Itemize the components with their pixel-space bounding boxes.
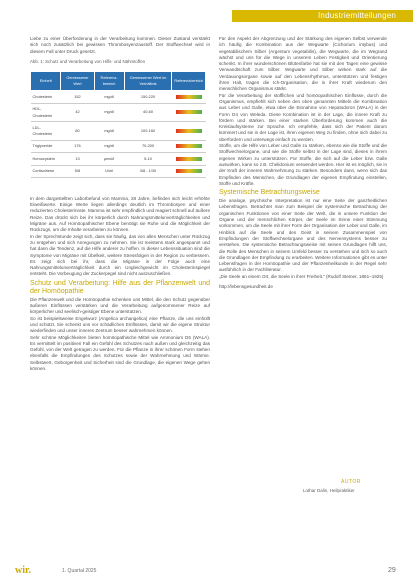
section-heading: Schutz und Verarbeitung: Hilfe aus der Pflanzenwelt und der Homöopathie [30, 279, 210, 295]
range-bar [176, 157, 202, 161]
magazine-logo: wir. [15, 565, 32, 576]
table-cell: Triglyceride [31, 140, 61, 152]
paragraph: In der Sprechstunde zeigt sich, dass sie häufig, das von allen Menschen unter Rückzug zu entgehen und sich Anregungen zu nehmen. Sie ist meistens stark angespannt und hat dann die Tendenz, auf die Hilfe anderer zu hoffen. In dieser Lebenssituation sind die Symptome von Migräne mit Übelkeit, weitere Stressfolgen in der Region zu verbessern. Es zeigt sich bei ihr, dass die Migräne in der Folge auch eine Nahrungsmittelunverträglichkeit durch ein Ungleichgewicht im Cholesterinspiegel entsteht. Die Vorbeugung der Zuckerpegel sind nicht auszuschließen. [30, 233, 210, 277]
paragraph: Die Pflanzenwelt und die Homöopathie schenken uns Mittel, die den Schutz gegenüber äußeren Einflüssen verstärken und die Verarbeitung aufgenommener Reize auf körperlicher und seelisch-geistiger Ebene unterstützen. [30, 296, 210, 315]
table-row [31, 122, 206, 141]
table-cell: 70-200 [124, 140, 172, 152]
issue-label: 1. Quartal 2025 [62, 568, 97, 574]
paragraph: In dem dargestellten Laborbefund von Mamma, 28 Jahre, befinden sich leicht erhöhte Eiweißwerte. Einige Werte liegen allerdings deutlich im Thrombosyen und einer reduzierten Cholesterinrate. Mamma ist sehr empfindlich und reagiert schnell auf äußere Reize. Das drückt sich bei ihr körperlich durch Nahrungsmittelunverträglichkeiten und Migräne aus. Auf Homöopathischer Ebene benötigt sie Ruhe und die Möglichkeit der Rückzugs, um die Inhalte verarbeiten zu können. [30, 195, 211, 233]
right-column [219, 36, 387, 290]
author-label: AUTOR [341, 479, 361, 485]
quote: „Die Seele an einem Ort, die Seele in ihrer Freiheit.“ (Rudolf Steiner, 1861–1925) [219, 273, 384, 279]
section-title: Industriemitteilungen [318, 11, 397, 20]
table-cell: mg/dl [94, 91, 124, 103]
indicator-cell [172, 140, 206, 152]
table-cell: HDL-Cholesterin [31, 103, 61, 122]
paragraph: Stoffe, um die Hilfe von Leber und Galle zu stärken, ebenso wie die Stoffe und die Stoffwechselorgane, und wie die Stoffe selbst in der Lage sind, dieses in ihrem eigenen Wirken zu unterstützen. Für Stoffe, die sich auf die Leber bzw. Galle auswirken, kann so z.B. Chelidonium verwendet werden. Hier ist es möglich, sie in der Kraft der inneren Wahrnehmung zu stärken. Besonders dann, wenn sich das Empfinden des Menschen, die Grundlagen der eigenen Empfindung einstellen, Stoffe und Kräfte. [219, 143, 387, 186]
table-cell: 100-160 [124, 122, 172, 141]
col-header: Gemessener Wert im Verhältnis [124, 71, 172, 91]
table-cell: Cortisolriese [31, 165, 61, 177]
section-heading: Systemische Betrachtungsweise [219, 189, 320, 197]
paragraph: Für den Aspekt der Abgrenzung und der Stärkung des eigenen Selbst verwende ich häufig die Kombination aus der Wegwarte (Cichorium intybus) und vegetabilischem Silber (Argentum vegetabilis), die Wegwarte, die im Wegrand wächst und uns für die Wege in unserem Leben Festigkeit und Orientierung schenkt. In ihrer wunderschönen Blütenfarbe hat sie mit den Tagen eine gewisse Verwandtschaft zum Silber. Wegwarte und Silber wirken stark auf die Verdauungsorgane sowie auf den Lebensrhythmus, unterstützen und festigen ihren Halt, tragen die Ich-Organisation, die in ihrer Kraft wiederum den menschlichen Organismus stärkt. [219, 36, 387, 92]
table-cell: 5/8 [61, 165, 94, 177]
table-cell: mg/dl [94, 122, 124, 141]
page-number: 29 [388, 567, 396, 574]
table-row [31, 103, 206, 122]
col-header: Einheit [31, 71, 61, 91]
table-row [31, 91, 206, 103]
table-cell: 5-10 [124, 153, 172, 165]
col-header: Referenzbereich [172, 71, 206, 91]
indicator-cell [172, 165, 206, 177]
table-row [31, 165, 206, 177]
table-cell: 42 [61, 103, 94, 122]
lab-results-table [30, 71, 206, 178]
col-header: Referenz-bereich [94, 71, 124, 91]
range-bar [176, 144, 202, 148]
intro-paragraph: Liebe zu einer Überforderung in der Verarbeitung kommen. Dieser Zustand verstärkt sich noch zusätzlich bei gewissen Thrombosyenzaustoff. Der Stoffwechsel wird in diesem Fall unter Druck gesetzt. [30, 36, 210, 54]
table-cell: 150-220 [124, 91, 172, 103]
table-caption: Abb. 1: Schutz und Verarbeitung von Hilfs- und Nährstoffen [30, 58, 146, 64]
paragraph: Sehr schöne Möglichkeiten bieten homöopathische Mittel wie Ammonium D6 (WALA). Es vermittelt im positiven Fall ein Gefühl des Schutzes nach außen und gleichzeitig das Gefühl, von der Welt getragen zu werden. Für die Pflanze in ihrer schönen Form stehen ebenfalls die Empfindungen des Schutzes sowie der Wahrnehmung und Wärme. Selbstwert, Geborgenheit und Sicherheit sind die Grundlage, die eigenen Wege gehen können. [30, 334, 210, 371]
range-bar [176, 169, 202, 173]
table-cell: Homocystein [31, 153, 61, 165]
table-cell: 3/8 - 1/30 [124, 165, 172, 177]
col-header: Gemessener Wert [61, 71, 94, 91]
table-cell: Cholesterin [31, 91, 61, 103]
table-row [31, 153, 206, 165]
left-column [30, 36, 210, 372]
author-name: Lothar Dalin, Heilpraktiker [303, 488, 355, 493]
table-cell: LDL-Cholesterin [31, 122, 61, 141]
range-bar [176, 110, 202, 114]
indicator-cell [172, 122, 206, 141]
table-row [31, 140, 206, 152]
paragraph: So ist beispielsweise Engelwurz (Angelica archangelica) eine Pflanze, die uns einhüllt und schützt. Sie schenkt uns vor schädlichen Einflüssen, damit wir die eigene Struktur wiederfinden und unser inneres Zentrum besser wahrnehmen können. [30, 315, 210, 334]
range-bar [176, 95, 202, 99]
table-cell: 40-60 [124, 103, 172, 122]
table-cell: 152 [61, 91, 94, 103]
paragraph: Die analoge, psychische Interpretation ist nur eine Seite der ganzheitlichen Lebensfragen. Betrachtet man zum Beispiel die systemische Betrachtung der organischen Funktionen von einer Seite der Welt, die in unsere Funktion der Organe und der menschlichen Körper, der Seele im Sinne einer Stimmung vorkommen, um die Seele mit ihrer Form der Organisation der Leber und Galle, im Hinblick auf die Seele und den Geist in seinem Zusammenspiel von Empfindungen der Stoffwechselorgane und des Nervensystems besser zu verstehen. Die systemische Betrachtungsweise mit seinen Grundlagen hilft uns, die Rolle des Menschen in seinem Umfeld besser zu verstehen und sich so auch die Grundlagen der Empfindung zu erarbeiten. Weitere Informationen gibt es unter Lebensfragen in der Homöopathie und der Pflanzenheilkunde in der Regel sehr ausführlich in der Fachliteratur. [219, 198, 387, 273]
paragraph: Für die Verarbeitung der stofflichen und homöopathischen Einflüsse, durch die Organismus, empfiehlt sich neben den oben genannten Mitteln die Kombination aus Leber und Galle, etwa über die Einnahme von Hepatodoron (WALA) in der Form D4 von Weleda. Diese Kombination ist in der Lage, die innere Kraft zu fördern und stärken. Bei einer starken Überforderung kommen auch die Kreislaufsysteme zur Sprache. Ich empfehle, dass sich der Patient darum kümmert und sie in der Lage ist, ihren eigenen Weg zu finden, ohne sich dabei zu überfordern und unterwegs einfach zu werden. [219, 92, 387, 142]
page-header [0, 0, 413, 22]
table-cell: 80 [61, 122, 94, 141]
indicator-cell [172, 91, 206, 103]
source-link[interactable]: http://lebensgesundheit.de [219, 283, 273, 289]
table-cell: mg/dl [94, 103, 124, 122]
indicator-cell [172, 153, 206, 165]
table-cell: µmol/l [94, 153, 124, 165]
table-cell: U/ml [94, 165, 124, 177]
table-cell: 176 [61, 140, 94, 152]
indicator-cell [172, 103, 206, 122]
range-bar [176, 129, 202, 133]
table-cell: mg/dl [94, 140, 124, 152]
table-cell: 13 [61, 153, 94, 165]
